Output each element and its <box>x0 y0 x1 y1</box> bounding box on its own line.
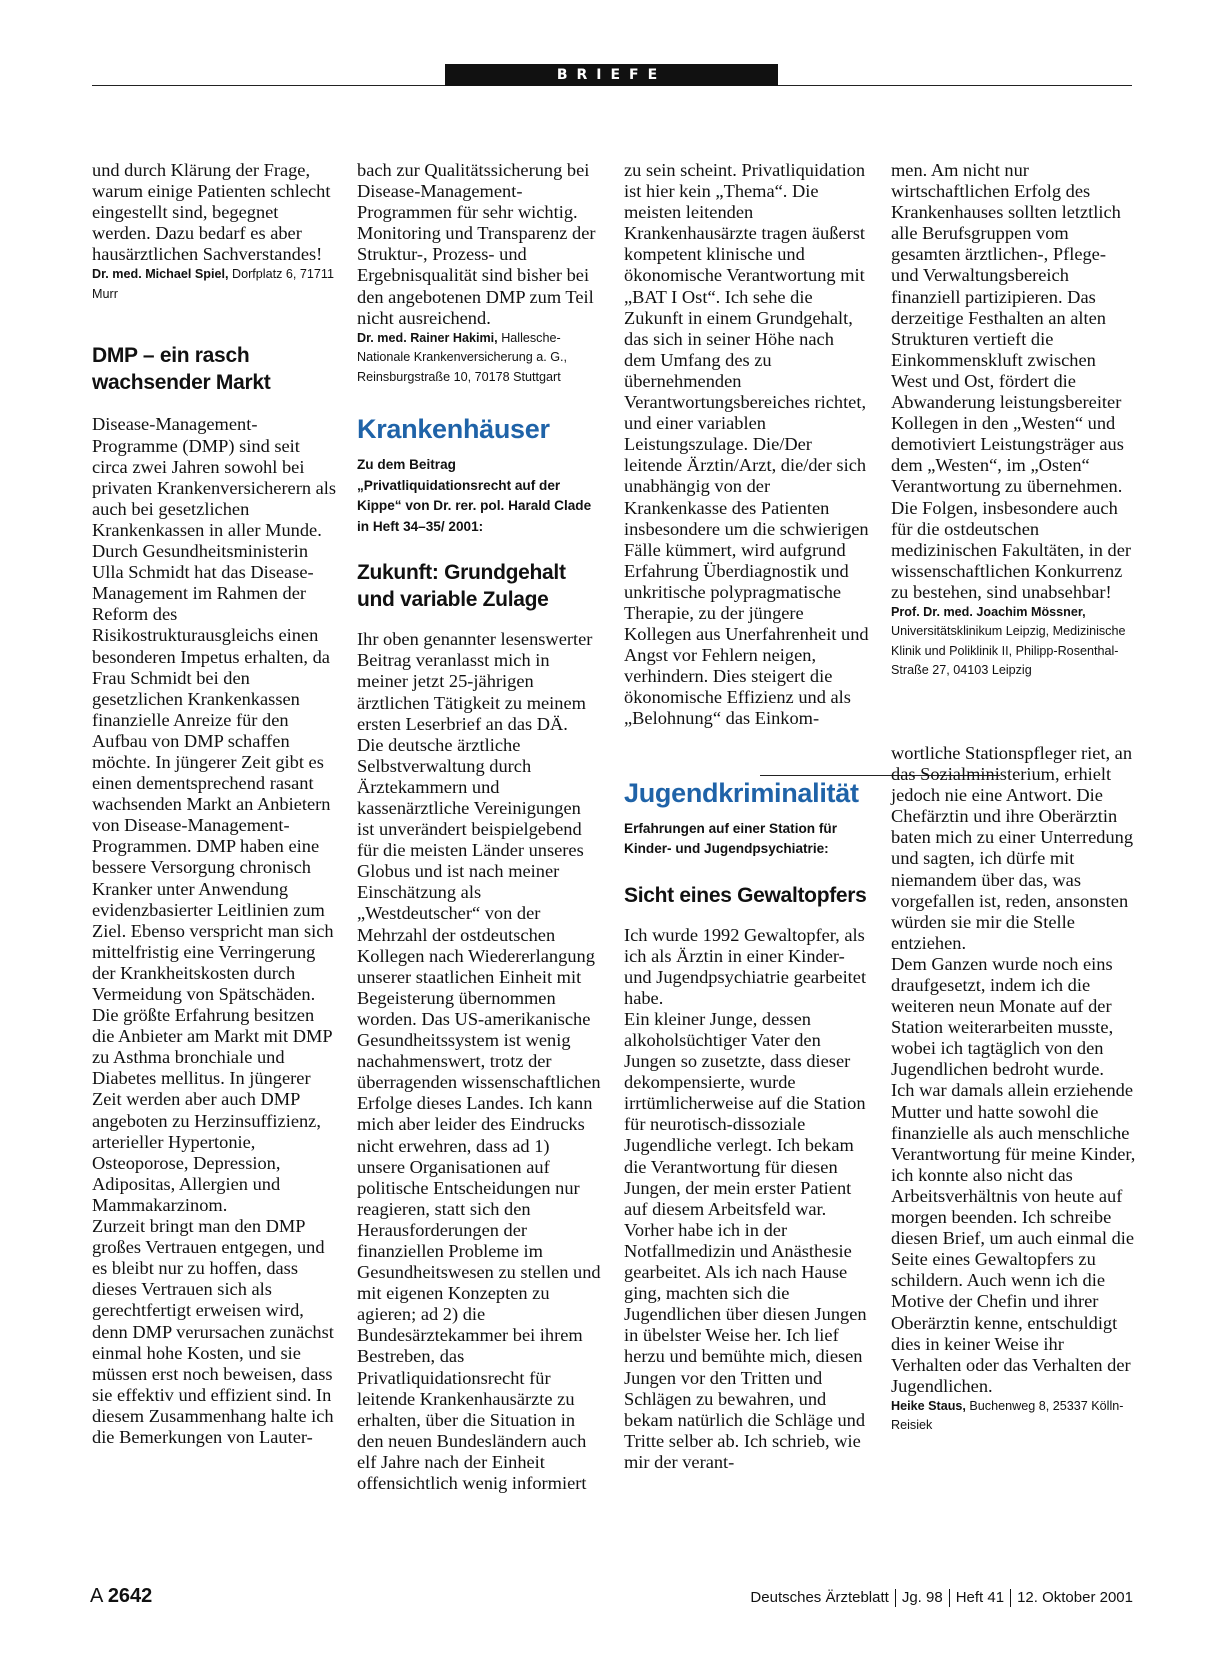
rubric-title: Jugendkriminalität <box>624 777 859 808</box>
paragraph: zu sein scheint. Privatliquidation ist hier kein „Thema“. Die meisten leitenden Krankenhausärzte tragen äußerst kompetent klinische und ökonomische Verantwortung mit „BAT I Ost“. Ich sehe die Zukunft in einem Grundgehalt, das sich in seiner Höhe nach dem Umfang des zu übernehmenden Verantwortungsbereiches richtet, und einer variablen Leistungszulage. Die/Der leitende Ärztin/Arzt, die/der sich unabhängig von der Krankenkasse des Patienten insbesondere um die schwierigen Fälle kümmert, wird aufgrund Erfahrung Überdiagnostik und unkritische polypragmatische Therapie, zu der jüngere Kollegen aus Unerfahrenheit und Angst vor Fehlern neigen, verhindern. Dies steigert die ökonomische Effizienz und als „Belohnung“ das Einkom- <box>624 160 869 729</box>
page-number-value: 2642 <box>107 1585 153 1607</box>
article-intro: Erfahrungen auf einer Station für Kinder- und Jugendpsychiatrie: <box>624 820 837 857</box>
paragraph: bach zur Qualitätssicherung bei Disease-Management-Programmen für sehr wichtig. Monitoring und Transparenz der Struktur-, Prozess- und Ergebnisqualität sind bisher bei den angebotenen DMP zum Teil nicht ausreichend. <box>357 160 596 328</box>
paragraph: men. Am nicht nur wirtschaftlichen Erfolg des Krankenhauses sollten letztlich alle Berufsgruppen vom gesamten ärztlichen-, Pflege- und Verwaltungsbereich finanziell partizipieren. Das derzeitige Festhalten an alten Strukturen vertieft die Einkommenskluft zwischen West und Ost, fördert die Abwanderung leistungsbereiter Kollegen in den „Westen“ und demotiviert Leistungsträger aus dem „Westen“, im „Osten“ Verantwortung zu übernehmen. Die Folgen, insbesondere auch für die ostdeutschen medizinischen Fakultäten, in der wissenschaftlichen Konkurrenz zu bestehen, sind unabsehbar! <box>891 160 1132 602</box>
paragraph: Ihr oben genannter lesenswerter Beitrag veranlasst mich in meiner jetzt 25-jährigen ärztlichen Tätigkeit zu meinem ersten Leserbrief an das DÄ. <box>357 629 593 734</box>
journal-date: 12. Oktober 2001 <box>1017 1589 1133 1606</box>
journal-name: Deutsches Ärzteblatt <box>750 1589 889 1606</box>
page-number <box>90 1585 152 1608</box>
signature <box>891 1397 1136 1436</box>
article-intro: Zu dem Beitrag „Privatliquidationsrecht auf der Kippe“ von Dr. rer. pol. Harald Clade in Heft 34–35/ 2001: <box>357 457 592 534</box>
signature-address: Hallesche-Nationale Krankenversicherung a. G., Reinsburgstraße 10, 70178 Stuttgart <box>357 330 568 384</box>
paragraph: Ein kleiner Junge, dessen alkoholsüchtiger Vater den Jungen so zusetzte, dass dieser dekompensierte, wurde irrtümlicherweise auf die Station für neurotisch-dissoziale Jugendliche verlegt. Ich bekam die Verantwortung für diesen Jungen, der mein erster Patient auf diesem Arbeitsfeld war. Vorher habe ich in der Notfallmedizin und Anästhesie gearbeitet. Als ich nach Hause ging, machten sich die Jugendlichen über diesen Jungen in übelster Weise her. Ich lief herzu und bemühte mich, diesen Jungen vor den Tritten und Schlägen zu bewahren, und bekam natürlich die Schläge und Tritte selber ab. Ich schrieb, wie mir der verant- <box>624 1008 867 1472</box>
signature <box>357 329 602 388</box>
signature-name: Heike Staus, <box>891 1398 966 1413</box>
column-2 <box>357 160 602 1494</box>
paragraph: wortliche Stationspfleger riet, an das Sozialministerium, erhielt jedoch nie eine Antwort. Die Chefärztin und ihre Oberärztin baten mich zu einer Unterredung und sagten, ich dürfe mit niemandem über das, was vorgefallen ist, reden, ansonsten würden sie mir die Stelle entziehen. <box>891 742 1134 953</box>
column-3 <box>624 160 869 1473</box>
paragraph: Zurzeit bringt man den DMP großes Vertrauen entgegen, und es bleibt nur zu hoffen, dass dieses Vertrauen sich als gerechtfertigt erweisen wird, denn DMP verursachen zunächst einmal hohe Kosten, und sie müssen erst noch beweisen, dass sie effektiv und effizient sind. In diesem Zusammenhang halte ich die Bemerkungen von Lauter- <box>92 1216 334 1447</box>
journal-issue: Heft 41 <box>955 1589 1005 1606</box>
article-title: Sicht eines Gewaltopfers <box>624 883 867 907</box>
signature-address: Dorfplatz 6, 71711 Murr <box>92 267 334 301</box>
rubric-title: Krankenhäuser <box>357 414 550 445</box>
signature-address: Universitätsklinikum Leipzig, Medizinische Klinik und Poliklinik II, Philipp-Rosenthal-Straße 27, 04103 Leipzig <box>891 624 1126 678</box>
footer-info <box>750 1589 1133 1607</box>
footer-separator <box>949 1589 950 1607</box>
column-4 <box>891 160 1136 1436</box>
paragraph: und durch Klärung der Frage, warum einige Patienten schlecht eingestellt sind, begegnet werden. Dazu bedarf es aber hausärztlichen Sachverstandes! <box>92 160 331 265</box>
journal-volume: Jg. 98 <box>901 1589 943 1606</box>
page-prefix: A <box>90 1585 103 1607</box>
section-label: BRIEFE <box>445 64 778 86</box>
article-title: Zukunft: Grundgehalt und variable Zulage <box>357 561 566 612</box>
signature <box>92 265 337 304</box>
article-title: DMP – ein rasch wachsender Markt <box>92 344 271 395</box>
footer-separator <box>895 1589 896 1607</box>
paragraph: Die deutsche ärztliche Selbstverwaltung durch Ärztekammern und kassenärztliche Vereinigungen ist unverändert beispielgebend für die meisten Länder unseres Globus und ist nach meiner Einschätzung als „Westdeutscher“ von der Mehrzahl der ostdeutschen Kollegen nach Wiedererlangung unserer staatlichen Einheit mit Begeisterung übernommen worden. Das US-amerikanische Gesundheitssystem ist wenig nachahmenswert, trotz der überragenden wissenschaftlichen Erfolge dieses Landes. Ich kann mich aber leider des Eindrucks nicht erwehren, dass ad 1) unsere Organisationen auf politische Entscheidungen nur reagieren, statt sich den Herausforderungen der finanziellen Probleme im Gesundheitswesen zu stellen und mit eigenen Konzepten zu agieren; ad 2) die Bundesärztekammer bei ihrem Bestreben, das Privatliquidationsrecht für leitende Krankenhausärzte zu erhalten, über die Situation in den neuen Bundesländern auch elf Jahre nach der Einheit offensichtlich wenig informiert <box>357 734 601 1493</box>
paragraph: Ich war damals allein erziehende Mutter und hatte sowohl die finanzielle als auch menschliche Verantwortung für meine Kinder, ich konnte also nicht das Arbeitsverhältnis von heute auf morgen beenden. Ich schreibe diesen Brief, um auch einmal die Seite eines Gewaltopfers zu schildern. Auch wenn ich die Motive der Chefin und ihrer Oberärztin kenne, entschuldigt dies in keiner Weise ihr Verhalten oder das Verhalten der Jugendlichen. <box>891 1080 1136 1396</box>
paragraph: Disease-Management-Programme (DMP) sind seit circa zwei Jahren sowohl bei privaten Krankenversicherern als auch bei gesetzlichen Krankenkassen in aller Munde. Durch Gesundheitsministerin Ulla Schmidt hat das Disease-Management im Rahmen der Reform des Risikostrukturausgleichs einen besonderen Impetus erhalten, da Frau Schmidt bei den gesetzlichen Krankenkassen finanzielle Anreize für den Aufbau von DMP schaffen möchte. In jüngerer Zeit gibt es einen dementsprechend rasant wachsenden Markt an Anbietern von Disease-Management-Programmen. DMP haben eine bessere Versorgung chronisch Kranker unter Anwendung evidenzbasierter Leitlinien zum Ziel. Ebenso verspricht man sich mittelfristig eine Verringerung der Krankheitskosten durch Vermeidung von Spätschäden. Die größte Erfahrung besitzen die Anbieter am Markt mit DMP zu Asthma bronchiale und Diabetes mellitus. In jüngerer Zeit werden aber auch DMP angeboten zu Herzinsuffizienz, arterieller Hypertonie, Osteoporose, Depression, Adipositas, Allergien und Mammakarzinom. <box>92 414 337 1215</box>
paragraph: Ich wurde 1992 Gewaltopfer, als ich als Ärztin in einer Kinder- und Jugendpsychiatrie gearbeitet habe. <box>624 924 867 1008</box>
footer-separator <box>1010 1589 1011 1607</box>
signature-address: Buchenweg 8, 25337 Kölln-Reisiek <box>891 1398 1124 1433</box>
paragraph: Dem Ganzen wurde noch eins draufgesetzt, indem ich die weiteren neun Monate auf der Station weiterarbeiten musste, wobei ich tagtäglich von den Jugendlichen bedroht wurde. <box>891 953 1114 1080</box>
signature-name: Dr. med. Rainer Hakimi, <box>357 330 498 345</box>
signature-name: Dr. med. Michael Spiel, <box>92 267 229 282</box>
signature <box>891 603 1136 681</box>
column-1 <box>92 160 337 1448</box>
signature-name: Prof. Dr. med. Joachim Mössner, <box>891 604 1086 619</box>
